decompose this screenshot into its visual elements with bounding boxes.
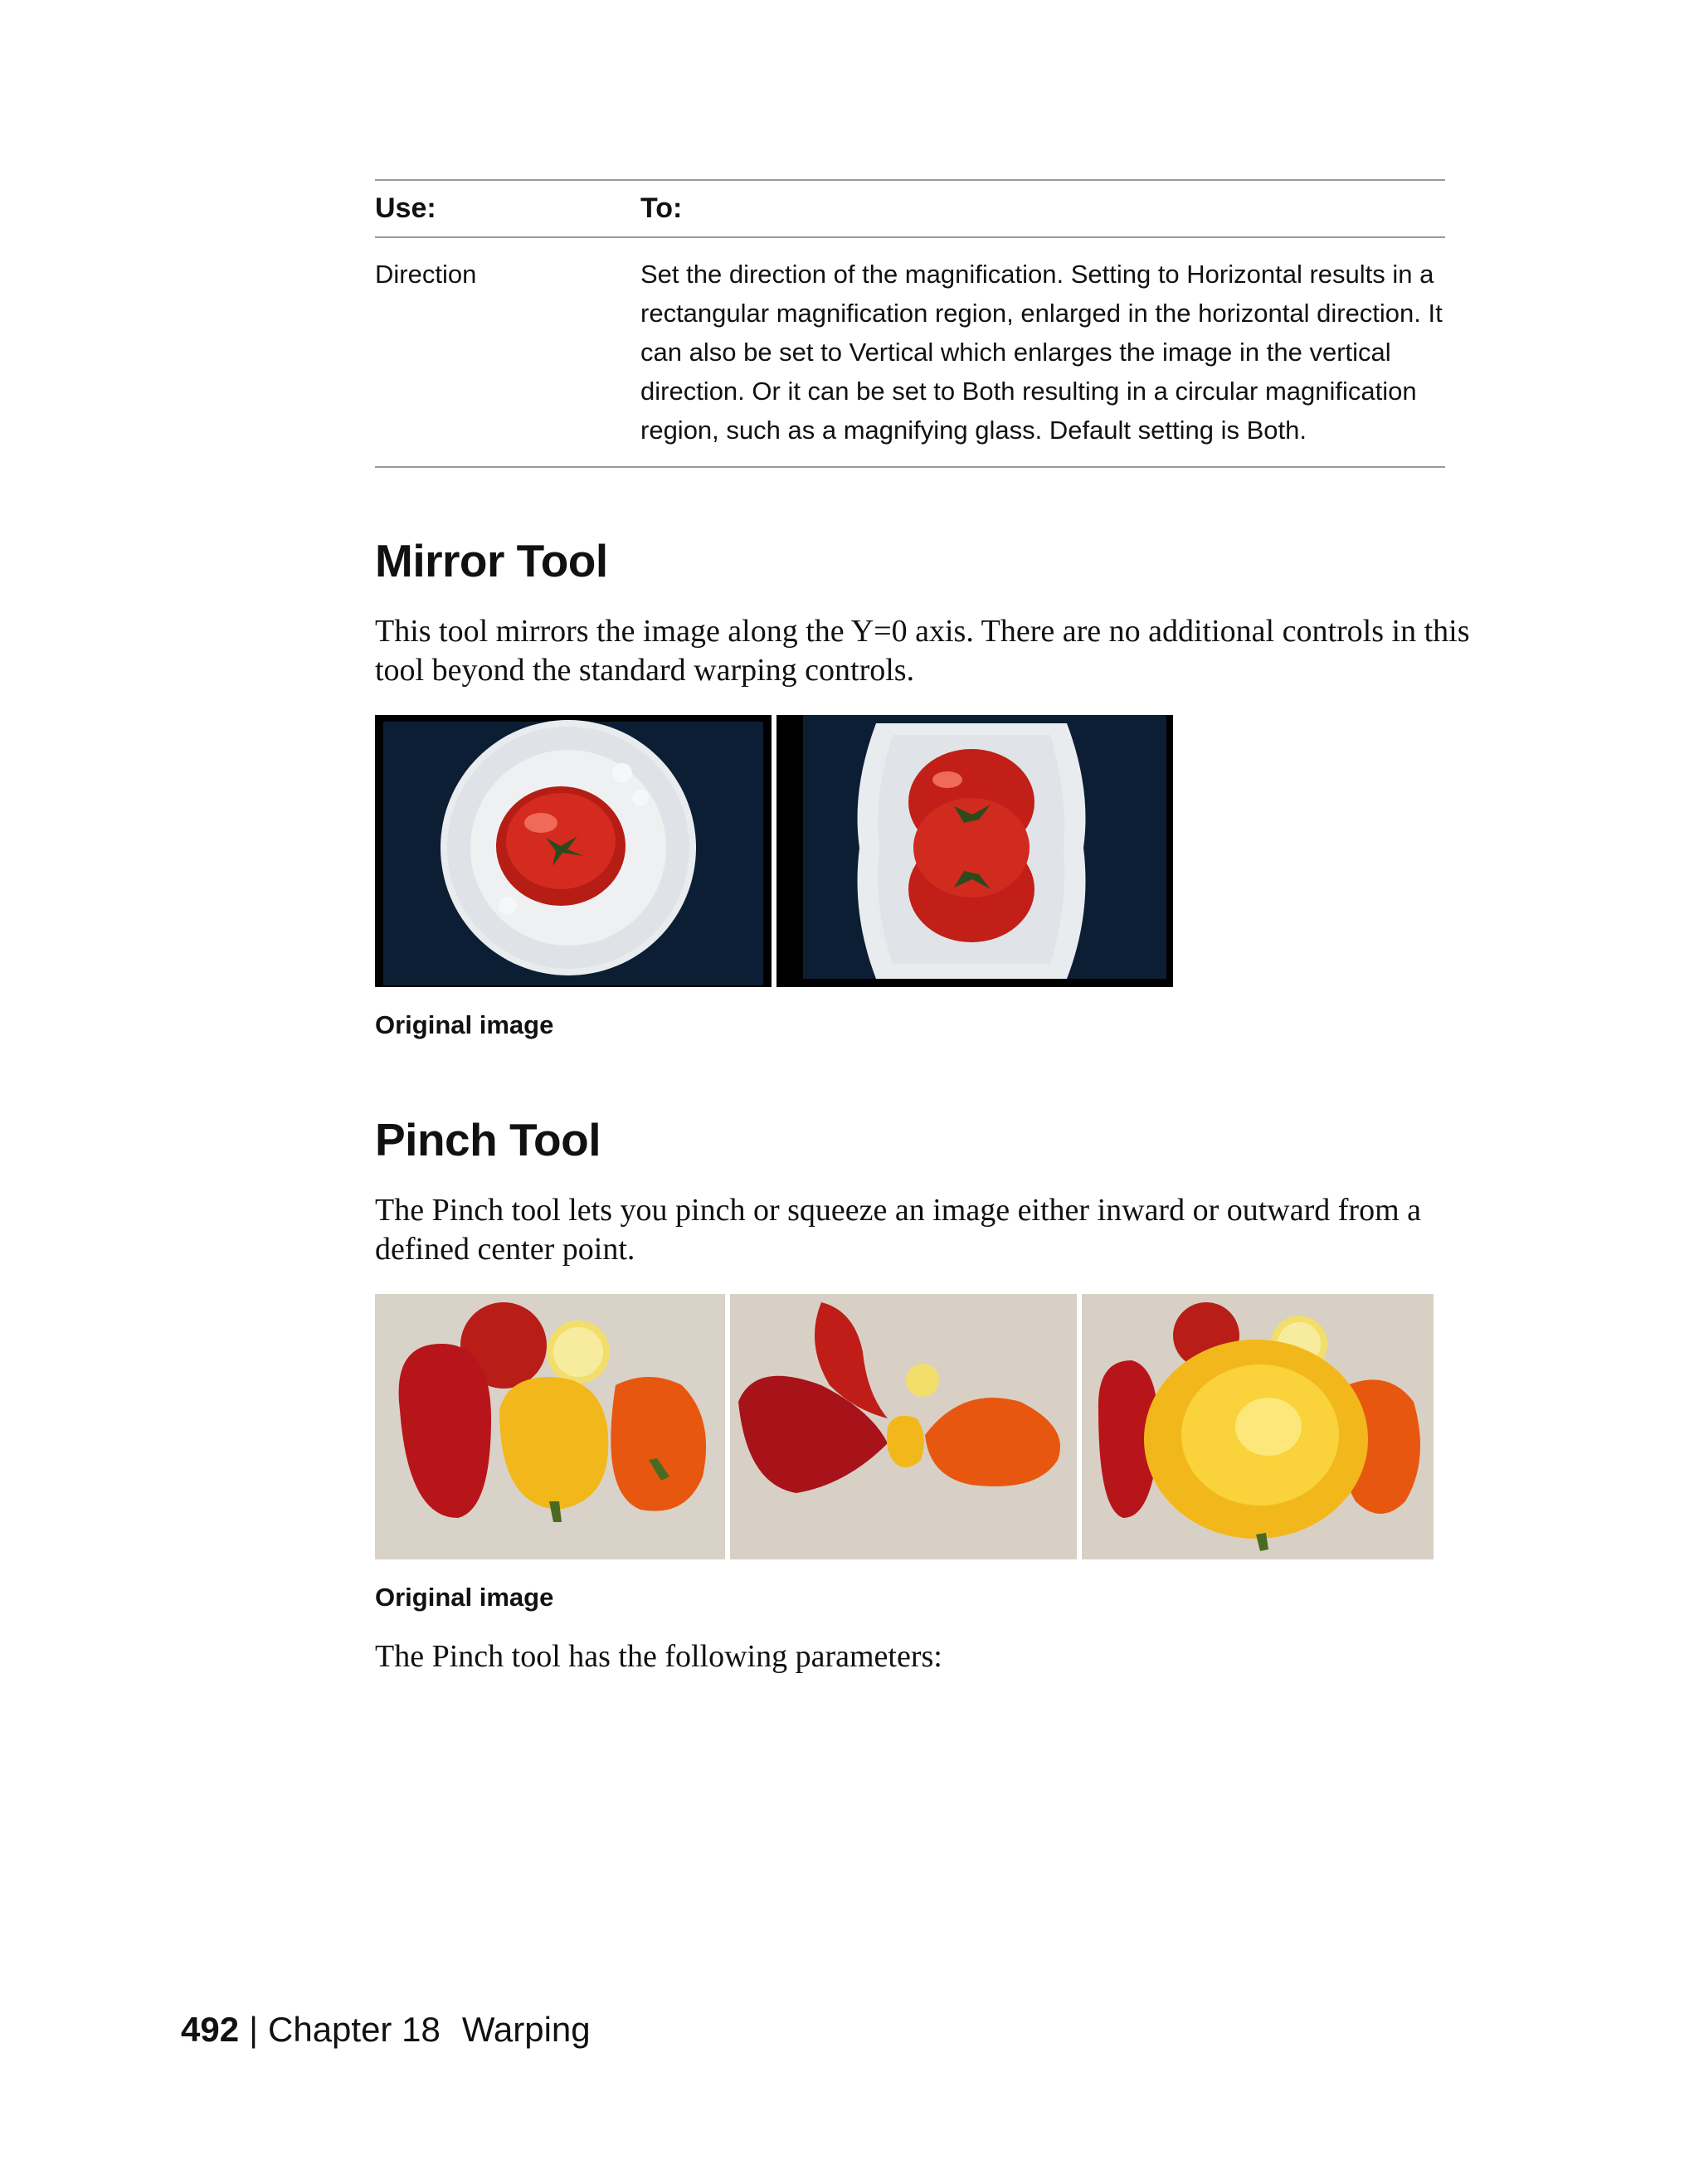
table-row xyxy=(375,238,1445,466)
pinch-parameters-intro: The Pinch tool has the following parameters: xyxy=(375,1639,942,1674)
tomato-mirrored-image xyxy=(776,715,1173,987)
page-footer xyxy=(181,2010,591,2050)
mirror-tool-heading: Mirror Tool xyxy=(375,535,608,586)
tomato-original-image xyxy=(375,715,772,987)
pinch-figure-caption: Original image xyxy=(375,1583,554,1612)
row-use: Direction xyxy=(375,260,477,289)
chapter-label: Chapter 18 xyxy=(268,2010,441,2049)
peppers-original-image xyxy=(375,1294,725,1559)
mirror-figure-caption: Original image xyxy=(375,1010,554,1039)
mirror-tool-description: This tool mirrors the image along the Y=0 axis. There are no additional controls in this tool beyond the standard warping controls. xyxy=(375,614,1470,688)
footer-separator: | xyxy=(249,2010,258,2049)
page-number: 492 xyxy=(181,2010,240,2049)
peppers-pinched-inward-image xyxy=(730,1294,1077,1559)
table-header xyxy=(375,181,1445,236)
page-content xyxy=(375,179,1470,1676)
pinch-figure xyxy=(375,1294,1453,1559)
peppers-pinched-outward-image xyxy=(1082,1294,1434,1559)
pinch-tool-description: The Pinch tool lets you pinch or squeeze an image either inward or outward from a defined center point. xyxy=(375,1193,1421,1267)
table-bottom-rule xyxy=(375,466,1445,468)
row-to: Set the direction of the magnification. Setting to Horizontal results in a rectangular magnification region, enlarged in the horizontal direction. It can also be set to Vertical which enlarges the image in the vertical direction. Or it can be set to Both resulting in a circular magnification region, such as a magnifying glass. Default setting is Both. xyxy=(640,260,1443,445)
pinch-tool-heading: Pinch Tool xyxy=(375,1114,601,1165)
mirror-figure xyxy=(375,715,1453,987)
chapter-title: Warping xyxy=(461,2010,591,2049)
parameter-table xyxy=(375,179,1445,468)
header-to: To: xyxy=(640,192,683,224)
header-use: Use: xyxy=(375,192,436,224)
